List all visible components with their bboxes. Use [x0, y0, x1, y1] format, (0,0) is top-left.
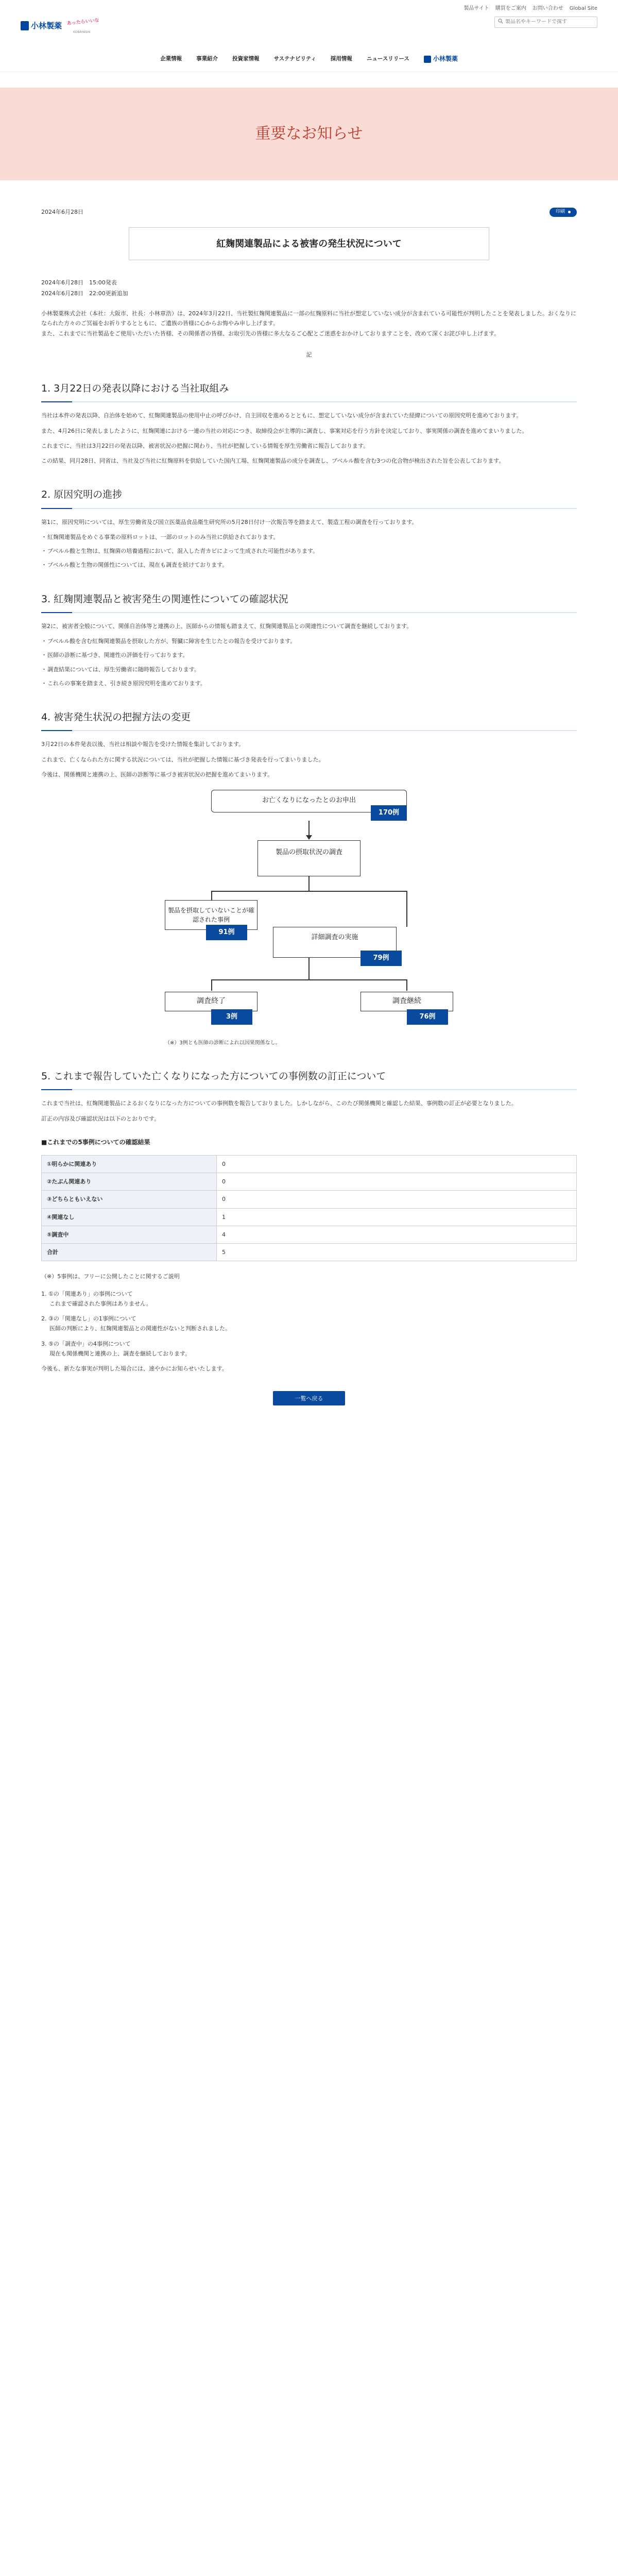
table-row: [42, 1244, 577, 1261]
article-meta: [41, 207, 577, 217]
row-value: 5: [217, 1244, 577, 1261]
row-value: 4: [217, 1226, 577, 1243]
update-date-1: 2024年6月28日 15:00発表: [41, 279, 117, 286]
s1-para: 当社は本件の発表以降、自治体を始めて、紅麹関連製品の使用中止の呼びかけ、自主回収を進めるとともに、想定していない成分が含まれていた経緯についての原因究明を進めております。: [41, 412, 522, 419]
s5-para: 訂正の内容及び確認状況は以下のとおりです。: [41, 1115, 160, 1122]
flow-count-detail: 79例: [360, 951, 402, 966]
logo-mark: [21, 19, 62, 32]
s4-para: 3月22日の本件発表以後、当社は相談や報告を受けた情報を集計しております。: [41, 741, 245, 748]
flow-arrow: [308, 821, 310, 836]
list-item: ・ 調査結果については、厚生労働省に随時報告しております。: [41, 665, 577, 674]
section-5-title: 5. これまで報告していた亡くなりになった方についての事例数の訂正について: [41, 1068, 577, 1090]
flow-count-not-taken: 91例: [206, 925, 247, 940]
s2-para: 第1に、原因究明については、厚生労働省及び国立医薬品食品衛生研究所の5月28日付け一次報告等を踏まえて、製造工程の調査を行っております。: [41, 518, 418, 526]
util-link-global[interactable]: Global Site: [569, 6, 597, 11]
flow-box-done: 調査終了: [165, 992, 258, 1011]
search-icon[interactable]: [498, 17, 503, 27]
mascot-sub: KOBAYASHI: [73, 30, 91, 34]
print-label: 印刷: [555, 209, 565, 214]
cases-table: [41, 1155, 577, 1262]
flow-box-request: お亡くなりになったとのお申出: [211, 790, 407, 812]
article: [41, 207, 577, 1405]
row-label: ⑤調査中: [42, 1226, 217, 1243]
table-row: [42, 1173, 577, 1191]
update-dates: [41, 278, 577, 299]
s3-para: 第2に、被害者全般について、関係自治体等と連携の上、医師からの情報も踏まえて、紅麹関連製品との関連性について調査を継続しております。: [41, 622, 413, 630]
flow-box-intake: 製品の摂取状況の調査: [258, 840, 360, 876]
page-title: 重要なお知らせ: [255, 124, 363, 143]
update-date-2: 2024年6月28日 22:00更新追加: [41, 290, 128, 297]
row-value: 1: [217, 1208, 577, 1226]
notes-list: [41, 1289, 577, 1359]
nav-brand-text: 小林製薬: [433, 55, 458, 62]
table-row: [42, 1155, 577, 1173]
table-row: [42, 1191, 577, 1208]
row-label: ①明らかに関連あり: [42, 1155, 217, 1173]
util-link-contact[interactable]: お問い合わせ: [532, 6, 563, 11]
note-heading: 2. ③の「関連なし」の1事例について: [41, 1315, 136, 1323]
note-text: 医師の判断により、紅麹関連製品との関連性がないと判断されました。: [49, 1325, 231, 1332]
list-item: [41, 1339, 577, 1359]
row-label: ③どちらともいえない: [42, 1191, 217, 1208]
utility-links: [464, 4, 597, 13]
flow-arrow: [308, 958, 310, 979]
list-item: ・ これらの事案を踏まえ、引き続き原因究明を進めております。: [41, 679, 577, 688]
search-input[interactable]: [505, 19, 594, 25]
flow-count-done: 3例: [211, 1009, 252, 1025]
section-2-title: 2. 原因究明の進捗: [41, 486, 577, 509]
section-3-title: 3. 紅麹関連製品と被害発生の関連性についての確認状況: [41, 591, 577, 613]
flow-count-request: 170例: [371, 805, 407, 821]
flow-arrow: [308, 876, 310, 891]
print-button[interactable]: [550, 208, 577, 217]
s1-para: これまでに、当社は3月22日の発表以降、被害状況の把握に関わり、当社が把握している情報を厚生労働省に報告しております。: [41, 442, 369, 449]
flow-branch-line: [211, 891, 407, 892]
logo-icon: [21, 21, 29, 30]
flow-arrow: [211, 979, 212, 991]
row-value: 0: [217, 1155, 577, 1173]
mascot-text: あったらいいな: [66, 18, 100, 27]
flow-diagram: [154, 790, 464, 1047]
note-heading: 3. ⑤の「調査中」の4事例について: [41, 1340, 131, 1347]
main-nav: [0, 46, 618, 72]
utility-area: [464, 4, 597, 28]
intro-para-1: 小林製薬株式会社（本社：大阪市、社長：小林章浩）は、2024年3月22日、当社製紅麹関連製品に一部の紅麹原料に当社が想定していない成分が含まれている可能性が判明したことを発表しました。おくなりになられた方々のご冥福をお祈りするとともに、ご遺族の皆様に心からお悔やみ申し上げます。: [41, 310, 576, 327]
nav-item-news[interactable]: ニュースリリース: [366, 56, 409, 62]
row-label: 合計: [42, 1244, 217, 1261]
article-title: 紅麹関連製品による被害の発生状況について: [129, 227, 489, 260]
util-link-products[interactable]: 製品サイト: [464, 6, 489, 11]
s5-para: これまで当社は、紅麹関連製品によるおくなりになった方についての事例数を報告しておりました。しかしながら、このたび関係機関と確認した結果、事例数の訂正が必要となりました。: [41, 1100, 517, 1107]
note-heading: 1. ①の「関連あり」の事例について: [41, 1290, 133, 1297]
flow-arrow: [406, 891, 407, 927]
list-item: ・ 医師の診断に基づき、関連性の評価を行っております。: [41, 650, 577, 660]
note-text: 現在も関係機関と連携の上、調査を継続しております。: [49, 1350, 191, 1357]
table-row: [42, 1208, 577, 1226]
print-icon: [568, 211, 571, 213]
flow-box-continue: 調査継続: [360, 992, 453, 1011]
flow-arrow: [406, 979, 407, 991]
row-label: ④関連なし: [42, 1208, 217, 1226]
util-link-purchase[interactable]: 購買をご案内: [495, 6, 526, 11]
row-value: 0: [217, 1173, 577, 1191]
cases-heading: ■これまでの5事例についての確認結果: [41, 1138, 150, 1146]
nav-item-sustainability[interactable]: サステナビリティ: [273, 56, 316, 62]
flow-branch-line: [211, 979, 407, 980]
s1-para: また、4月26日に発表しましたように、紅麹関連における一連の当社の対応につき、取締役会が主導的に調査し、事案対応を行う方針を決定しており、事実関係の調査を進めてまいりました。: [41, 427, 528, 434]
row-label: ②たぶん関連あり: [42, 1173, 217, 1191]
list-item: ・ プベルル酸と生物の関係性については、現在も調査を続けております。: [41, 560, 577, 570]
section-5-body: [41, 1098, 577, 1124]
list-item: ・ 紅麹関連製品をめぐる事業の原料ロットは、一部のロットのみ当社に供給されております。: [41, 532, 577, 542]
notes: [41, 1272, 577, 1374]
logo-text: 小林製薬: [31, 21, 62, 30]
row-value: 0: [217, 1191, 577, 1208]
section-1-title: 1. 3月22日の発表以降における当社取組み: [41, 380, 577, 402]
s4-para: これまで、亡くなられた方に関する状況については、当社が把握した情報に基づき発表を行ってまいりました。: [41, 756, 324, 763]
logo[interactable]: [21, 15, 102, 36]
article-date: 2024年6月28日: [41, 209, 83, 215]
intro: [41, 309, 577, 338]
flow-arrow: [211, 891, 212, 900]
section-4-body: [41, 739, 577, 779]
s3-list: [41, 636, 577, 688]
flow-box-detail: 詳細調査の実施: [273, 927, 397, 958]
hero-banner: [0, 88, 618, 180]
section-4-title: 4. 被害発生状況の把握方法の変更: [41, 709, 577, 731]
closing-text: 今後も、新たな事実が判明した場合には、速やかにお知らせいたします。: [41, 1365, 228, 1372]
brand-icon: [424, 56, 431, 63]
intro-para-2: また、これまでに当社製品をご使用いただいた皆様、その関係者の皆様、お取引先の皆様に多大なるご心配とご迷惑をおかけしておりますことを、改めて深くお詫び申し上げます。: [41, 330, 500, 337]
list-item: ・ プベルル酸を含む紅麹関連製品を摂取した方が、腎臓に障害を生じたとの報告を受けております。: [41, 636, 577, 646]
section-1-body: [41, 411, 577, 466]
nav-item-company[interactable]: 企業情報: [160, 56, 182, 62]
list-item: ・ プベルル酸と生物は、紅麹菌の培養過程において、混入した青カビによって生成された可能性があります。: [41, 546, 577, 556]
flow-arrowhead: [306, 835, 312, 840]
s1-para: この結果、同月28日、同省は、当社及び当社に紅麹原料を供給していた国内工場、紅麹関連製品の成分を調査し、プベルル酸を含む3つの化合物が検出された旨を公表しております。: [41, 457, 505, 465]
flow-count-continue: 76例: [407, 1009, 448, 1025]
nav-brand-logo[interactable]: [424, 54, 458, 64]
s2-list: [41, 532, 577, 570]
section-2-body: [41, 517, 577, 570]
ki-mark: 記: [306, 351, 312, 358]
mascot-logo: [66, 15, 102, 36]
flow-box-not-taken: 製品を摂取していないことが確認された事例: [165, 900, 258, 930]
back-to-list-button[interactable]: 一覧へ戻る: [273, 1391, 345, 1405]
list-item: [41, 1314, 577, 1334]
list-item: [41, 1289, 577, 1309]
note-text: これまで確認された事例はありません。: [49, 1300, 152, 1307]
section-3-body: [41, 621, 577, 688]
s4-para: 今後は、関係機関と連携の上、医師の診断等に基づき被害状況の把握を進めてまいります。: [41, 771, 273, 778]
search-box: [494, 16, 597, 28]
nav-item-recruit[interactable]: 採用情報: [330, 56, 352, 62]
table-row: [42, 1226, 577, 1243]
notes-lead: （※）5事例は、フリーに公開したことに関するご説明: [41, 1273, 180, 1280]
flow-note: （※）3例とも医師の診断によれ以因果関係なし。: [165, 1040, 281, 1046]
nav-item-business[interactable]: 事業紹介: [196, 56, 218, 62]
nav-item-ir[interactable]: 投資家情報: [232, 56, 260, 62]
